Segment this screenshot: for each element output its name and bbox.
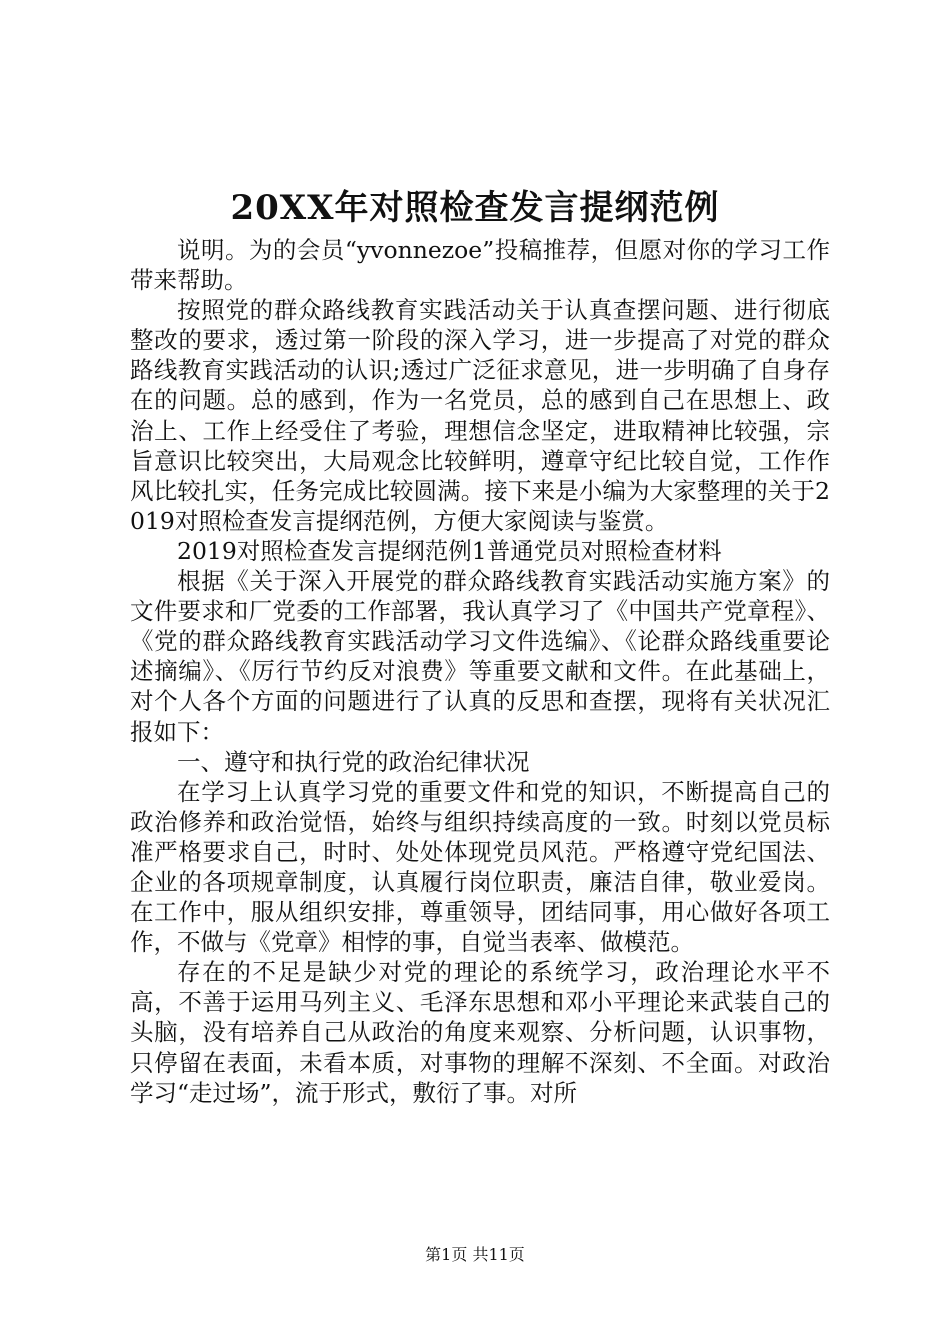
page-footer: 第1页 共11页 <box>425 1245 525 1264</box>
shortcomings-paragraph: 存在的不足是缺少对党的理论的系统学习，政治理论水平不高，不善于运用马列主义、毛泽东思想和邓小平理论来武装自己的头脑，没有培养自己从政治的角度来观察、分析问题，认识事物，只停留在表面，未看本质，对事物的理解不深刻、不全面。对政治学习“走过场”，流于形式，敷衍了事。对所 <box>130 958 830 1107</box>
document-title: 20XX年对照检查发言提纲范例 <box>230 188 720 228</box>
study-paragraph: 在学习上认真学习党的重要文件和党的知识，不断提高自己的政治修养和政治觉悟，始终与组织持续高度的一致。时刻以党员标准严格要求自己，时时、处处体现党员风范。严格遵守党纪国法、企业的各项规章制度，认真履行岗位职责，廉洁自律，敬业爱岗。在工作中，服从组织安排，尊重领导，团结同事，用心做好各项工作，不做与《党章》相悖的事，自觉当表率、做模范。 <box>130 777 830 957</box>
intro-note-paragraph: 说明。为的会员“yvonnezoe”投稿推荐，但愿对你的学习工作带来帮助。 <box>130 236 830 295</box>
section-heading-political-discipline: 一、遵守和执行党的政治纪律状况 <box>177 747 530 776</box>
example-heading: 2019对照检查发言提纲范例1普通党员对照检查材料 <box>177 536 722 565</box>
overview-paragraph: 按照党的群众路线教育实践活动关于认真查摆问题、进行彻底整改的要求，透过第一阶段的深入学习，进一步提高了对党的群众路线教育实践活动的认识;透过广泛征求意见，进一步明确了自身存在的问题。总的感到，作为一名党员，总的感到自己在思想上、政治上、工作上经受住了考验，理想信念坚定，进取精神比较强，宗旨意识比较突出，大局观念比较鲜明，遵章守纪比较自觉，工作作风比较扎实，任务完成比较圆满。接下来是小编为大家整理的关于2019对照检查发言提纲范例，方便大家阅读与鉴赏。 <box>130 296 830 535</box>
background-paragraph: 根据《关于深入开展党的群众路线教育实践活动实施方案》的文件要求和厂党委的工作部署，我认真学习了《中国共产党章程》、《党的群众路线教育实践活动学习文件选编》、《论群众路线重要论述摘编》、《厉行节约反对浪费》等重要文献和文件。在此基础上，对个人各个方面的问题进行了认真的反思和查摆，现将有关状况汇报如下： <box>130 567 830 746</box>
document-body <box>130 235 830 1108</box>
